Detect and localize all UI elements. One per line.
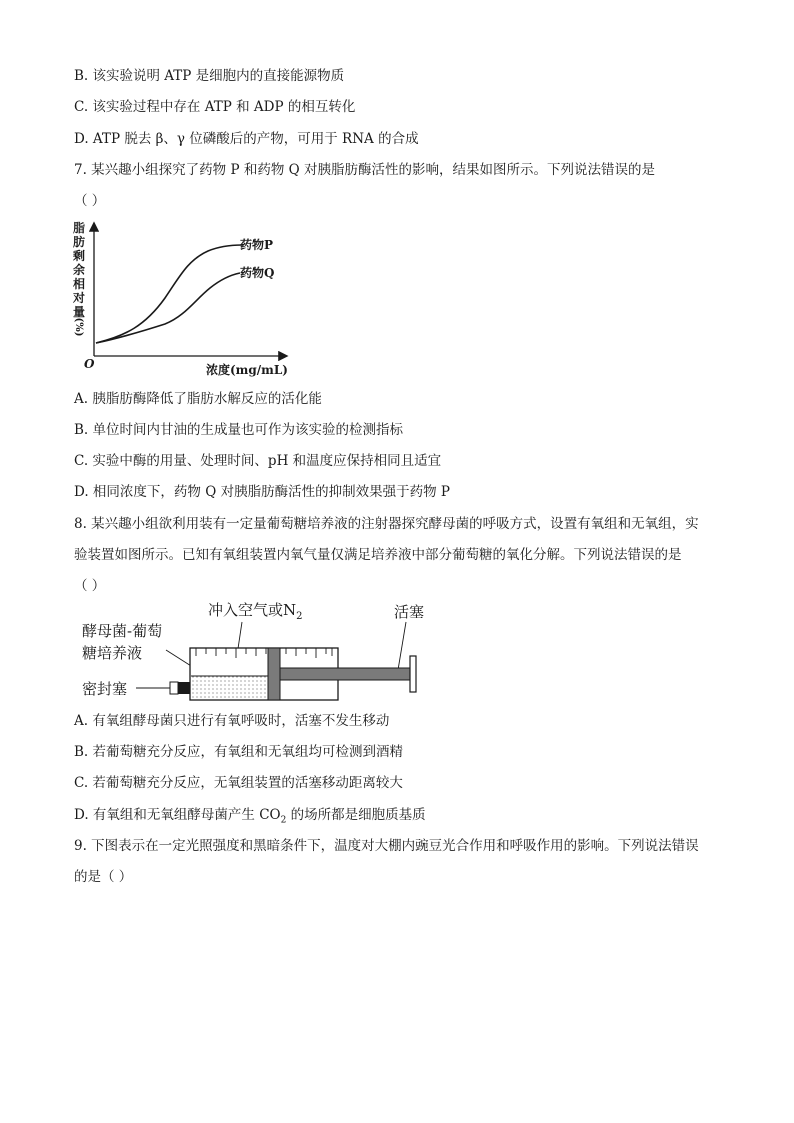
q7-curve-q-label: 药物Q [240, 266, 275, 280]
q6-option-c: C. 该实验过程中存在 ATP 和 ADP 的相互转化 [74, 99, 356, 115]
q7-y-label-char: 余 [72, 263, 86, 277]
q7-option-b: B. 单位时间内甘油的生成量也可作为该实验的检测指标 [74, 422, 404, 438]
q6-option-b: B. 该实验说明 ATP 是细胞内的直接能源物质 [74, 68, 345, 84]
q8-leader-piston [398, 622, 406, 670]
q9-stem-line-1: 9. 下图表示在一定光照强度和黑暗条件下，温度对大棚内豌豆光合作用和呼吸作用的影响。下列说法错误 [74, 838, 699, 854]
q8-seal-stopper [170, 682, 178, 694]
q8-seal-stopper-inner [178, 682, 190, 694]
q7-y-axis-label [72, 220, 85, 336]
q8-label-seal: 密封塞 [82, 680, 128, 698]
q7-y-label-char: 剩 [72, 249, 86, 263]
q8-culture-liquid [191, 676, 268, 699]
q8-plunger-handle [410, 656, 416, 692]
q7-y-label-char: 肪 [72, 235, 86, 249]
q8-option-d: D. 有氧组和无氧组酵母菌产生 $CO_2$ 的场所都是细胞质基质 [74, 807, 426, 826]
q8-plunger-rod [280, 668, 410, 680]
q8-answer-paren: （ ） [74, 578, 106, 594]
q8-option-b: B. 若葡萄糖充分反应，有氧组和无氧组均可检测到酒精 [74, 744, 404, 760]
q7-y-label-char: (%) [73, 317, 84, 337]
q8-label-gas: 冲入空气或$N_2$ [208, 601, 303, 622]
q7-option-a: A. 胰脂肪酶降低了脂肪水解反应的活化能 [74, 391, 322, 407]
q7-stem: 7. 某兴趣小组探究了药物 P 和药物 Q 对胰脂肪酶活性的影响，结果如图所示。下列说法错误的是 [74, 162, 655, 178]
q7-y-label-char: 对 [72, 291, 86, 305]
q8-label-culture-2: 糖培养液 [82, 644, 143, 662]
q7-curve-drug-p [96, 245, 242, 343]
q7-curve-p-label: 药物P [240, 238, 274, 252]
q7-option-c: C. 实验中酶的用量、处理时间、pH 和温度应保持相同且适宜 [74, 453, 442, 469]
q8-option-a: A. 有氧组酵母菌只进行有氧呼吸时，活塞不发生移动 [74, 713, 390, 729]
q8-option-c: C. 若葡萄糖充分反应，无氧组装置的活塞移动距离较大 [74, 775, 403, 791]
q8-label-culture-1: 酵母菌-葡萄 [82, 622, 163, 640]
q7-y-label-char: 相 [72, 277, 86, 291]
q7-origin-label: O [84, 357, 95, 371]
q8-stem-line-1: 8. 某兴趣小组欲利用装有一定量葡萄糖培养液的注射器探究酵母菌的呼吸方式，设置有氧组和无氧组，实 [74, 516, 699, 532]
q7-x-axis-label: 浓度(mg/mL) [206, 363, 288, 377]
q7-figure-graph [70, 218, 310, 380]
q8-plunger-head [268, 648, 280, 700]
q7-answer-paren: （ ） [74, 193, 106, 209]
q7-option-d: D. 相同浓度下，药物 Q 对胰脂肪酶活性的抑制效果强于药物 P [74, 484, 450, 500]
q7-curve-drug-q [96, 273, 240, 343]
q7-y-label-char: 脂 [72, 221, 86, 235]
q8-label-piston: 活塞 [394, 603, 425, 621]
q6-option-d: D. ATP 脱去 β、γ 位磷酸后的产物，可用于 RNA 的合成 [74, 131, 419, 147]
q8-figure-syringe [76, 600, 436, 706]
q8-stem-line-2: 验装置如图所示。已知有氧组装置内氧气量仅满足培养液中部分葡萄糖的氧化分解。下列说法错误的是 [74, 547, 682, 563]
q9-stem-line-2: 的是（ ） [74, 869, 133, 885]
q7-y-label-char: 量 [72, 305, 86, 319]
